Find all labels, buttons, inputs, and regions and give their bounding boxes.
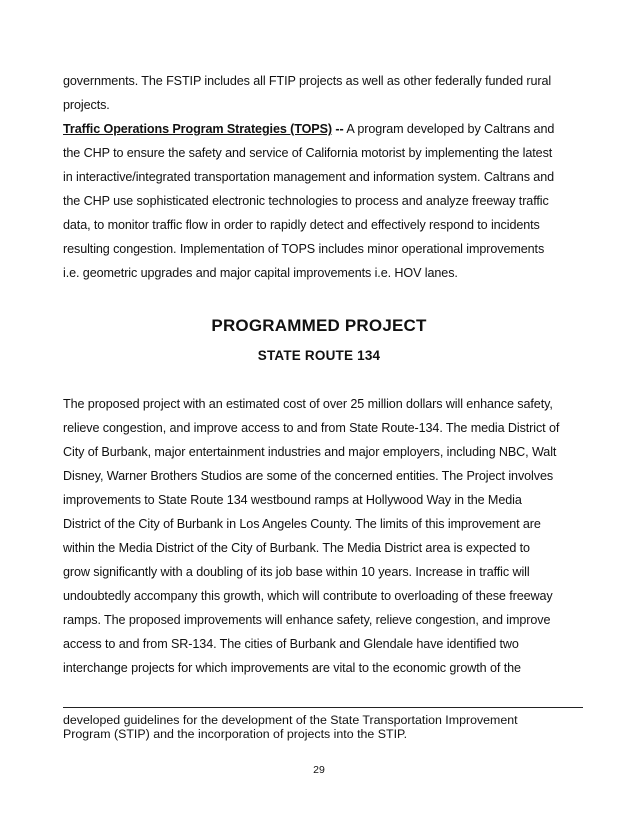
project-paragraph [63,392,583,680]
text-line: the CHP use sophisticated electronic technologies to process and analyze freeway traffic [63,194,549,208]
text-line: improvements to State Route 134 westbound ramps at Hollywood Way in the Media [63,493,522,507]
footnote-divider [63,707,583,708]
section-subheading: STATE ROUTE 134 [257,348,381,363]
text-line: within the Media District of the City of Burbank. The Media District area is expected to [63,541,530,555]
text-line: The proposed project with an estimated cost of over 25 million dollars will enhance safety, [63,397,553,411]
text-line: grow significantly with a doubling of its job base within 10 years. Increase in traffic will [63,565,530,579]
definitions-paragraph [63,69,583,285]
text-line: ramps. The proposed improvements will enhance safety, relieve congestion, and improve [63,613,551,627]
tops-term: Traffic Operations Program Strategies (TOPS) [63,122,333,136]
footnote-line: Program (STIP) and the incorporation of projects into the STIP. [63,727,408,741]
text-line: interchange projects for which improvements are vital to the economic growth of the [63,661,521,675]
text-line: relieve congestion, and improve access to and from State Route-134. The media District of [63,421,560,435]
text-line: projects. [63,98,110,112]
section-heading: PROGRAMMED PROJECT [211,316,427,335]
text-line: resulting congestion. Implementation of TOPS includes minor operational improvements [63,242,545,256]
footnote-line: developed guidelines for the development of the State Transportation Improvement [63,713,518,727]
text-line: access to and from SR-134. The cities of Burbank and Glendale have identified two [63,637,519,651]
text-line: the CHP to ensure the safety and service of California motorist by implementing the latest [63,146,553,160]
footnote [63,713,583,741]
text-line: in interactive/integrated transportation management and information system. Caltrans and [63,170,555,184]
term-dashes: -- [335,122,344,136]
text-line: District of the City of Burbank in Los Angeles County. The limits of this improvement are [63,517,541,531]
tops-definition-line [63,117,583,141]
text-line: City of Burbank, major entertainment industries and major employers, including NBC, Walt [63,445,557,459]
page-number: 29 [313,764,325,776]
text-line: governments. The FSTIP includes all FTIP projects as well as other federally funded rural [63,74,552,88]
text-line: undoubtedly accompany this growth, which will contribute to overloading of these freeway [63,589,553,603]
text-line: Disney, Warner Brothers Studios are some of the concerned entities. The Project involves [63,469,554,483]
text-line: i.e. geometric upgrades and major capital improvements i.e. HOV lanes. [63,266,458,280]
term-line-rest: A program developed by Caltrans and [343,122,555,136]
text-line: data, to monitor traffic flow in order to rapidly detect and effectively respond to incidents [63,218,540,232]
